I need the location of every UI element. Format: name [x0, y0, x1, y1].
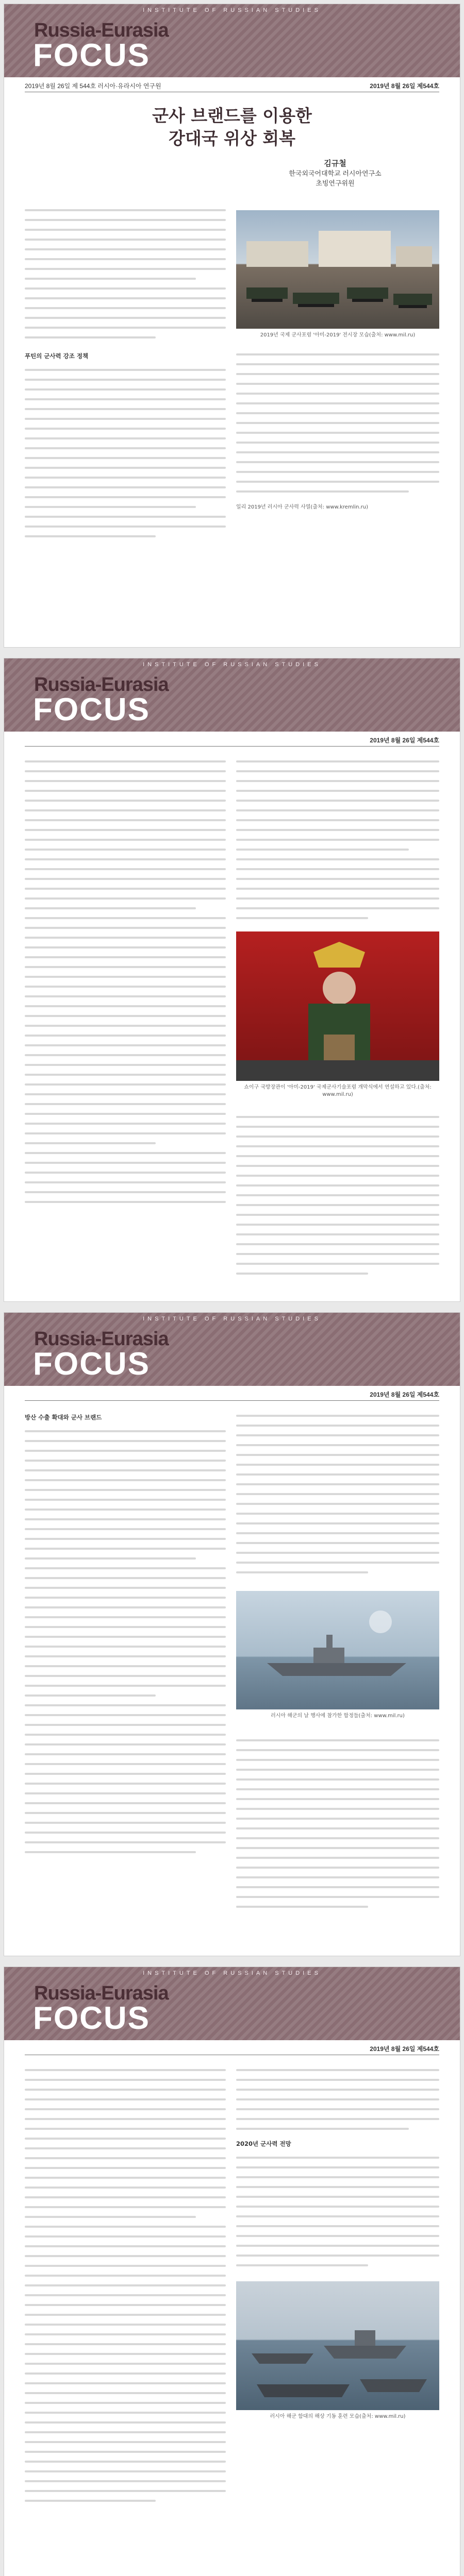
photo-caption: 러시아 해군의 날 행사에 참가한 함정들(출처: www.mil.ru) [271, 1713, 405, 1719]
masthead [4, 658, 460, 732]
article-title [4, 105, 460, 150]
issue-date: 2019년 8월 26일 제544호 [370, 82, 439, 90]
page-2 [4, 658, 460, 1301]
title-line-2: 강대국 위상 회복 [168, 128, 296, 148]
masthead-title: Russia-Eurasia [34, 1982, 169, 2004]
photo-military-parade [236, 210, 439, 329]
masthead-focus: FOCUS [33, 692, 150, 727]
photo-fleet [236, 2281, 439, 2410]
photo-caption-1: 2019년 국제 군사포럼 '아미-2019' 전시장 모습(출처: www.mil.ru) [260, 332, 416, 338]
author-affiliation-1: 한국외국어대학교 러시아연구소 [289, 170, 382, 177]
masthead-title: Russia-Eurasia [34, 674, 169, 696]
parade-illustration [236, 210, 439, 329]
institute-label: INSTITUTE OF RUSSIAN STUDIES [143, 1970, 321, 1976]
photo-caption: 쇼이구 국방장관이 '아미-2019' 국제군사기술포럼 개막식에서 연설하고 있다.(출처: www.mil.ru) [244, 1084, 432, 1097]
masthead-focus: FOCUS [33, 2001, 150, 2036]
body-text-right [236, 1411, 439, 1577]
author-name: 김규철 [324, 159, 346, 168]
issue-info: 2019년 8월 26일 제 544호 러시아·유라시아 연구원 [25, 82, 161, 90]
issue-date: 2019년 8월 26일 제544호 [370, 2045, 439, 2053]
body-text-right-2 [236, 2153, 439, 2270]
fleet-illustration [236, 2281, 439, 2410]
page-4 [4, 1967, 460, 2576]
issue-line [25, 2043, 439, 2055]
body-text-right-2 [236, 1735, 439, 1911]
body-text-left [25, 2065, 226, 2505]
photo-caption-2: 일리 2019년 러시아 군사력 사열(출처: www.kremlin.ru) [236, 504, 368, 510]
title-line-1: 군사 브랜드를 이용한 [152, 106, 312, 126]
issue-line [25, 80, 439, 92]
masthead [4, 1313, 460, 1386]
masthead-focus: FOCUS [33, 1346, 150, 1382]
section-heading: 2020년 군사력 전망 [236, 2140, 291, 2147]
section-heading: 방산 수출 확대와 군사 브랜드 [25, 1414, 102, 1421]
photo-caption: 러시아 해군 함대의 해상 기동 훈련 모습(출처: www.mil.ru) [270, 2414, 406, 2419]
body-text-left-2 [25, 365, 226, 541]
body-text-right-2 [236, 1112, 439, 1278]
minister-illustration [236, 931, 439, 1081]
body-text-right [236, 2065, 439, 2133]
byline [231, 159, 439, 188]
body-text-left [25, 205, 226, 342]
masthead-title: Russia-Eurasia [34, 1328, 169, 1350]
masthead [4, 1967, 460, 2040]
issue-date: 2019년 8월 26일 제544호 [370, 1391, 439, 1398]
section-heading-1: 푸틴의 군사력 강조 정책 [25, 352, 89, 360]
issue-date: 2019년 8월 26일 제544호 [370, 737, 439, 744]
body-text-right [236, 756, 439, 923]
masthead-title: Russia-Eurasia [34, 20, 169, 41]
masthead-focus: FOCUS [33, 38, 150, 73]
navy-illustration [236, 1591, 439, 1709]
institute-label: INSTITUTE OF RUSSIAN STUDIES [143, 662, 321, 668]
page-1 [4, 4, 460, 647]
issue-line [25, 1389, 439, 1401]
body-text-left [25, 1426, 226, 1857]
issue-line [25, 735, 439, 747]
masthead [4, 4, 460, 77]
institute-label: INSTITUTE OF RUSSIAN STUDIES [143, 1316, 321, 1322]
page-3 [4, 1313, 460, 1956]
photo-navy-day [236, 1591, 439, 1709]
author-affiliation-2: 초빙연구위원 [316, 179, 355, 187]
institute-label: INSTITUTE OF RUSSIAN STUDIES [143, 7, 321, 13]
body-text-right [236, 349, 439, 496]
body-text-left [25, 756, 226, 1207]
photo-defense-minister [236, 931, 439, 1081]
